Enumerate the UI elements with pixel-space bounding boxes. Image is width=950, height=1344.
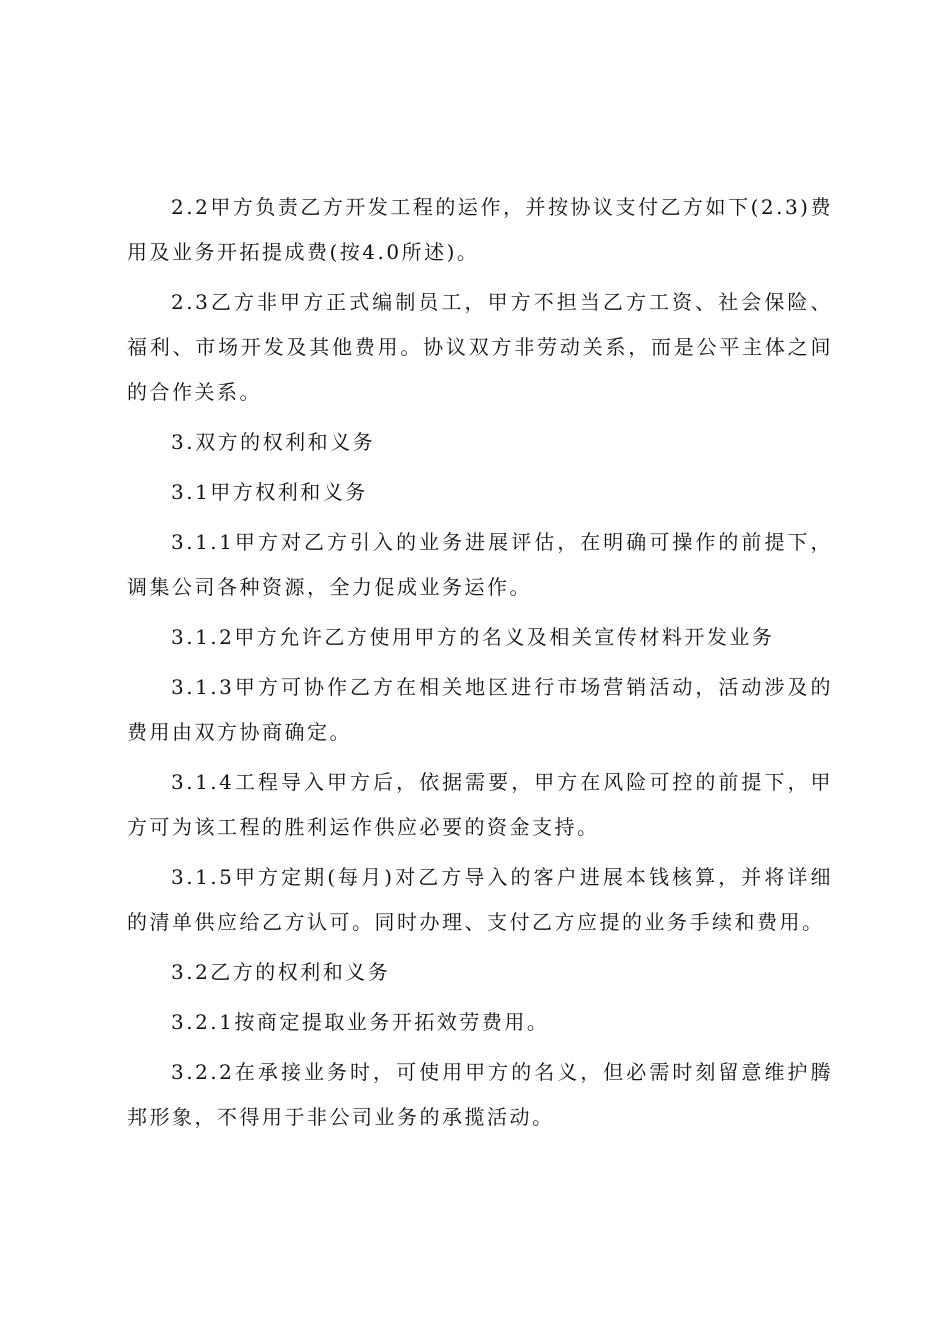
paragraph-3-1-3: 3.1.3甲方可协作乙方在相关地区进行市场营销活动，活动涉及的费用由双方协商确定。 [127,675,833,744]
heading-3-2: 3.2乙方的权利和义务 [171,960,391,984]
paragraph-2-3: 2.3乙方非甲方正式编制员工，甲方不担当乙方工资、社会保险、福利、市场开发及其他费用。协议双方非劳动关系，而是公平主体之间的合作关系。 [127,290,833,404]
paragraph-3-1-4: 3.1.4工程导入甲方后，依据需要，甲方在风险可控的前提下，甲方可为该工程的胜利运作供应必要的资金支持。 [127,770,833,839]
paragraph-3-2-1: 3.2.1按商定提取业务开拓效劳费用。 [171,1010,550,1034]
heading-3-1: 3.1甲方权利和义务 [171,480,368,504]
heading-3: 3.双方的权利和义务 [171,430,376,454]
paragraph-3-1-5: 3.1.5甲方定期(每月)对乙方导入的客户进展本钱核算，并将详细的清单供应给乙方认可。同时办理、支付乙方应提的业务手续和费用。 [127,865,833,934]
paragraph-3-1-2: 3.1.2甲方允许乙方使用甲方的名义及相关宣传材料开发业务 [171,625,775,649]
paragraph-2-2: 2.2甲方负责乙方开发工程的运作，并按协议支付乙方如下(2.3)费用及业务开拓提成费(按4.0所述)。 [127,195,833,264]
document-body [127,185,833,1145]
paragraph-3-2-2: 3.2.2在承接业务时，可使用甲方的名义，但必需时刻留意维护腾邦形象，不得用于非公司业务的承揽活动。 [127,1060,833,1129]
paragraph-3-1-1: 3.1.1甲方对乙方引入的业务进展评估，在明确可操作的前提下，调集公司各种资源，全力促成业务运作。 [127,530,833,599]
